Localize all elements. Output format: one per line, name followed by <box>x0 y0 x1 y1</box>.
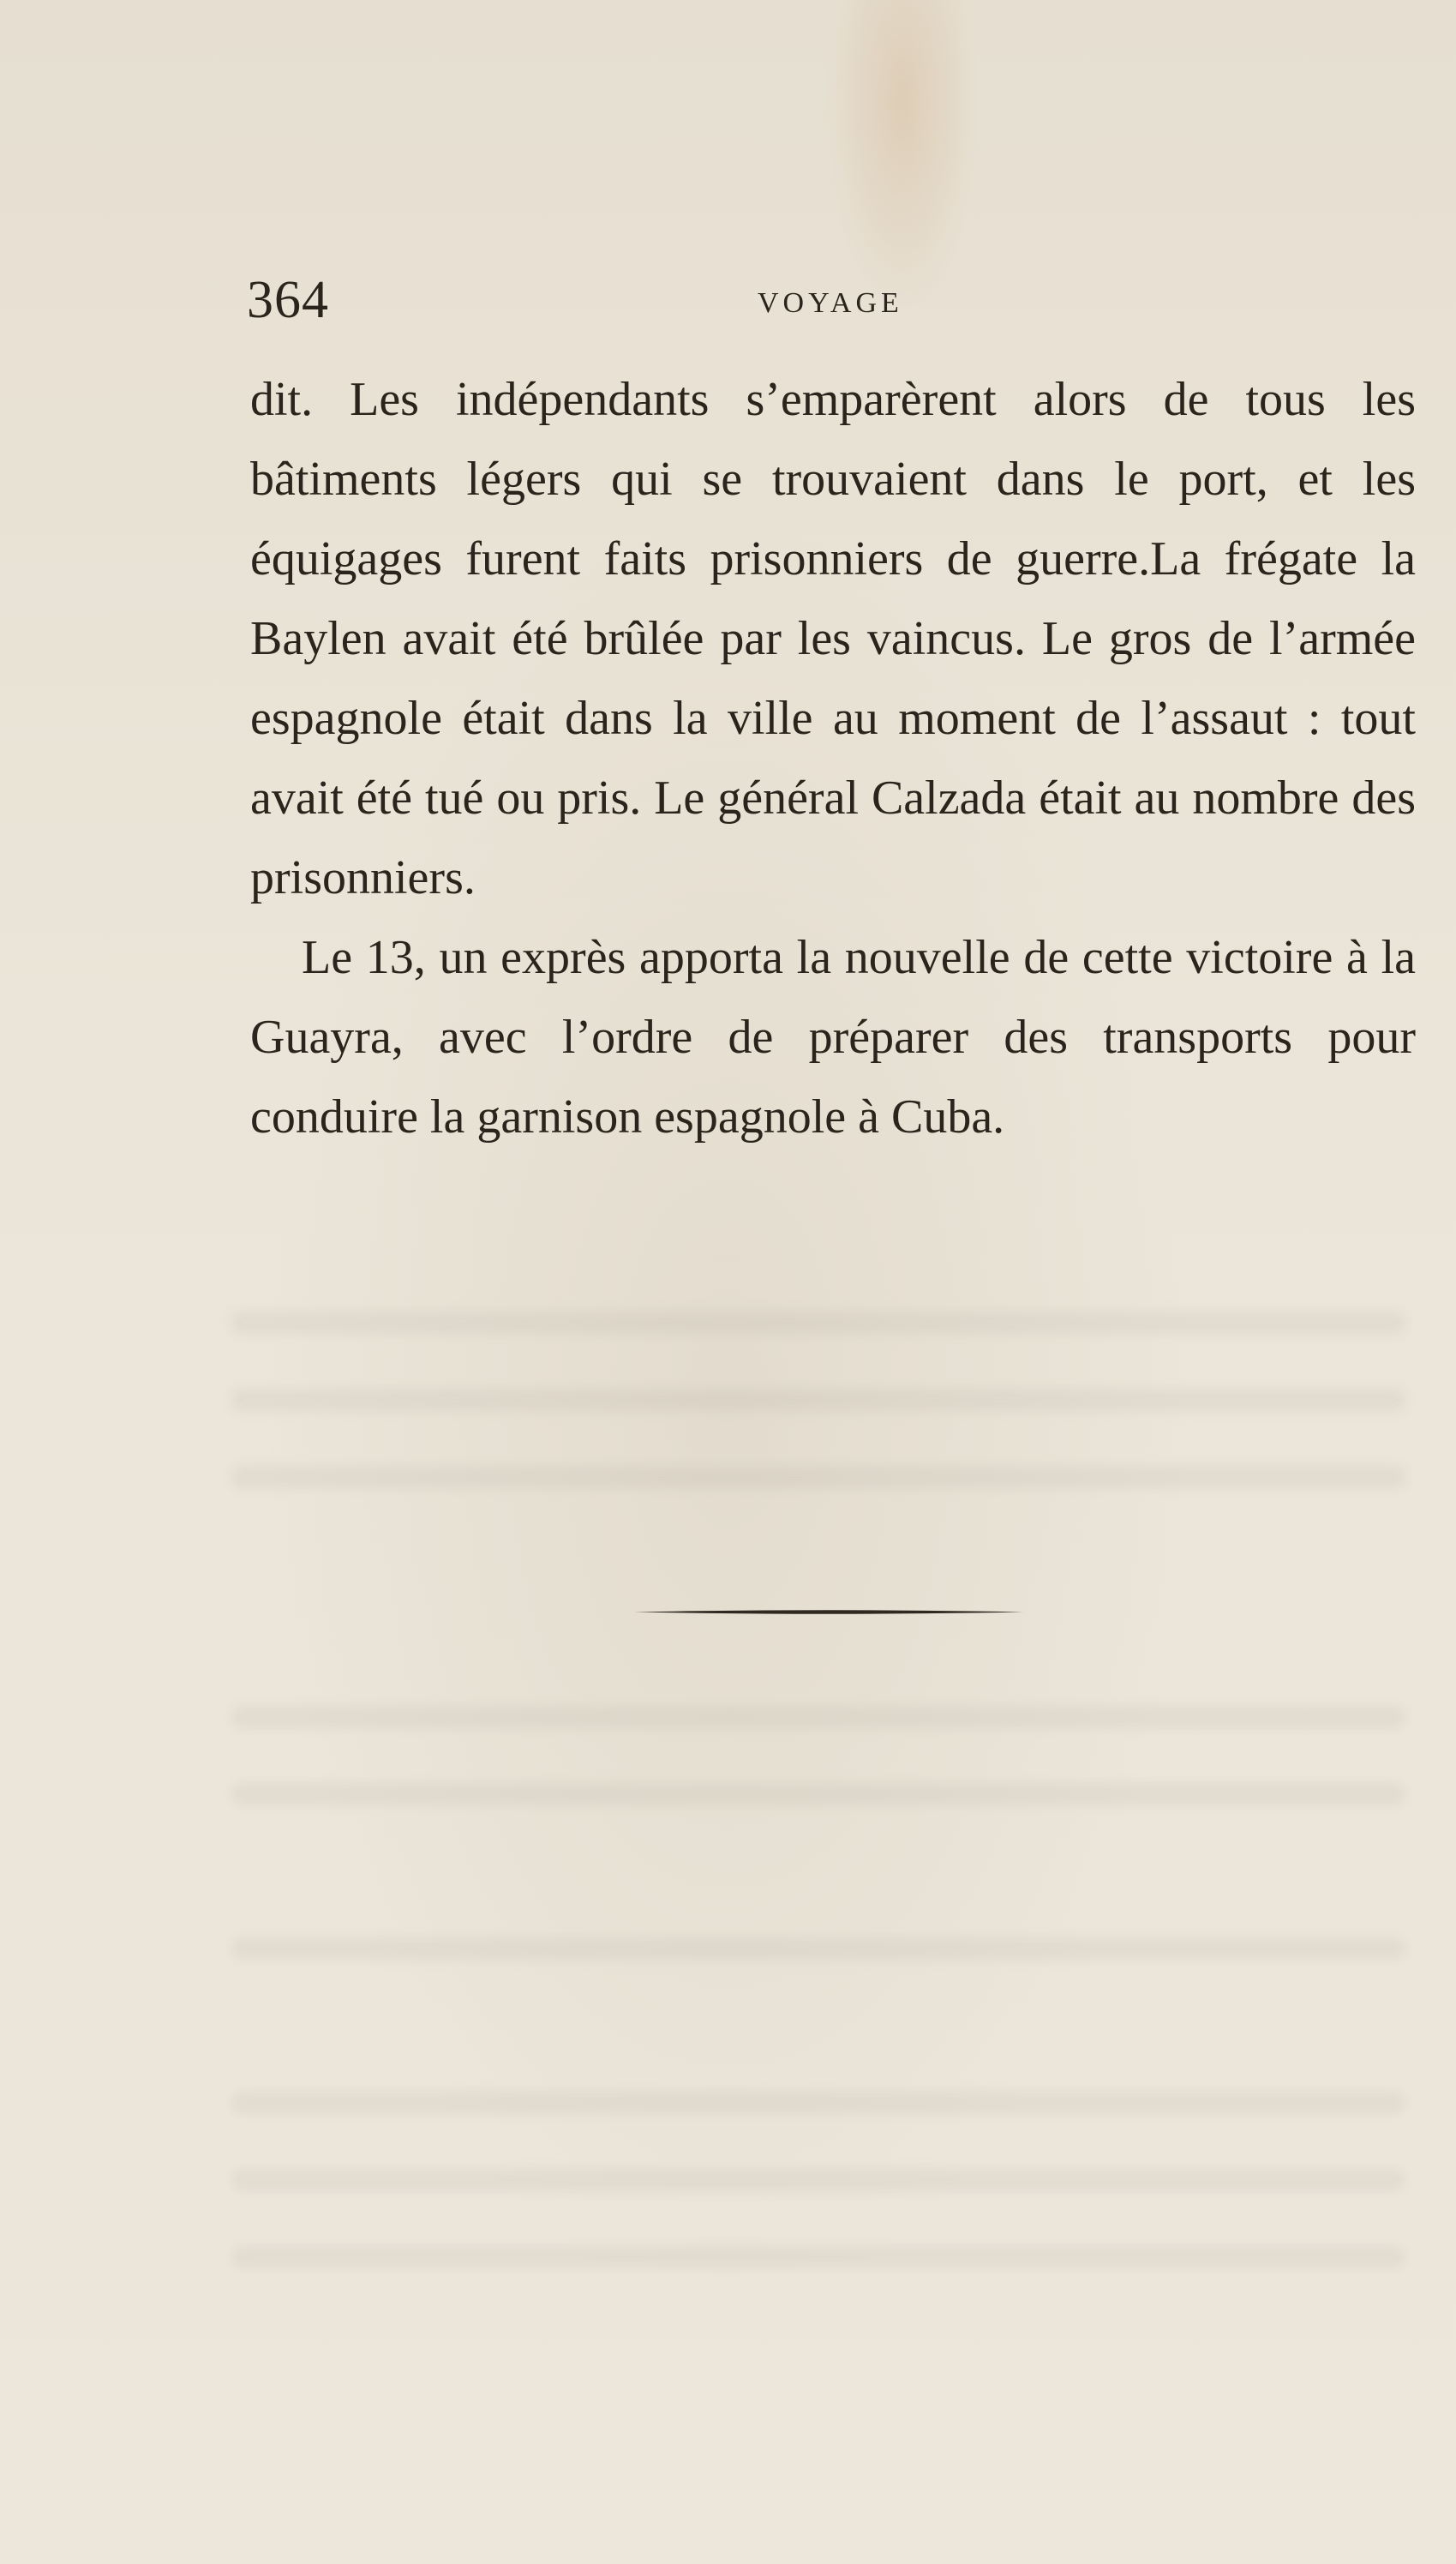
show-through-line <box>231 2246 1405 2268</box>
show-through-line <box>231 2169 1405 2191</box>
show-through-line <box>231 1466 1405 1488</box>
paragraph: dit. Les indépendants s’emparèrent alors de tous les bâtiments légers qui se trouvaient dans le port, et les équigages furent faits prisonniers de guerre.La frégate la Baylen avait été brûlée par les vaincus. Le gros de l’armée espagnole était dans la ville au moment de l’assaut : tout avait été tué ou pris. Le général Calzada était au nombre des prisonniers. <box>250 373 1416 904</box>
running-title: VOYAGE <box>758 287 903 319</box>
show-through-line <box>231 1312 1405 1334</box>
paragraph: Le 13, un exprès apporta la nouvelle de cette victoire à la Guayra, avec l’ordre de préparer des transports pour conduire la garnison espagnole à Cuba. <box>250 931 1416 1144</box>
show-through-line <box>231 1389 1405 1411</box>
page-header <box>247 266 1412 334</box>
section-end-rule <box>634 1608 1023 1616</box>
show-through-line <box>231 1783 1405 1805</box>
show-through-line <box>231 1706 1405 1728</box>
page-number: 364 <box>247 271 329 329</box>
show-through-line <box>231 2092 1405 2114</box>
body-text <box>250 360 1416 1157</box>
show-through-line <box>231 1937 1405 1960</box>
